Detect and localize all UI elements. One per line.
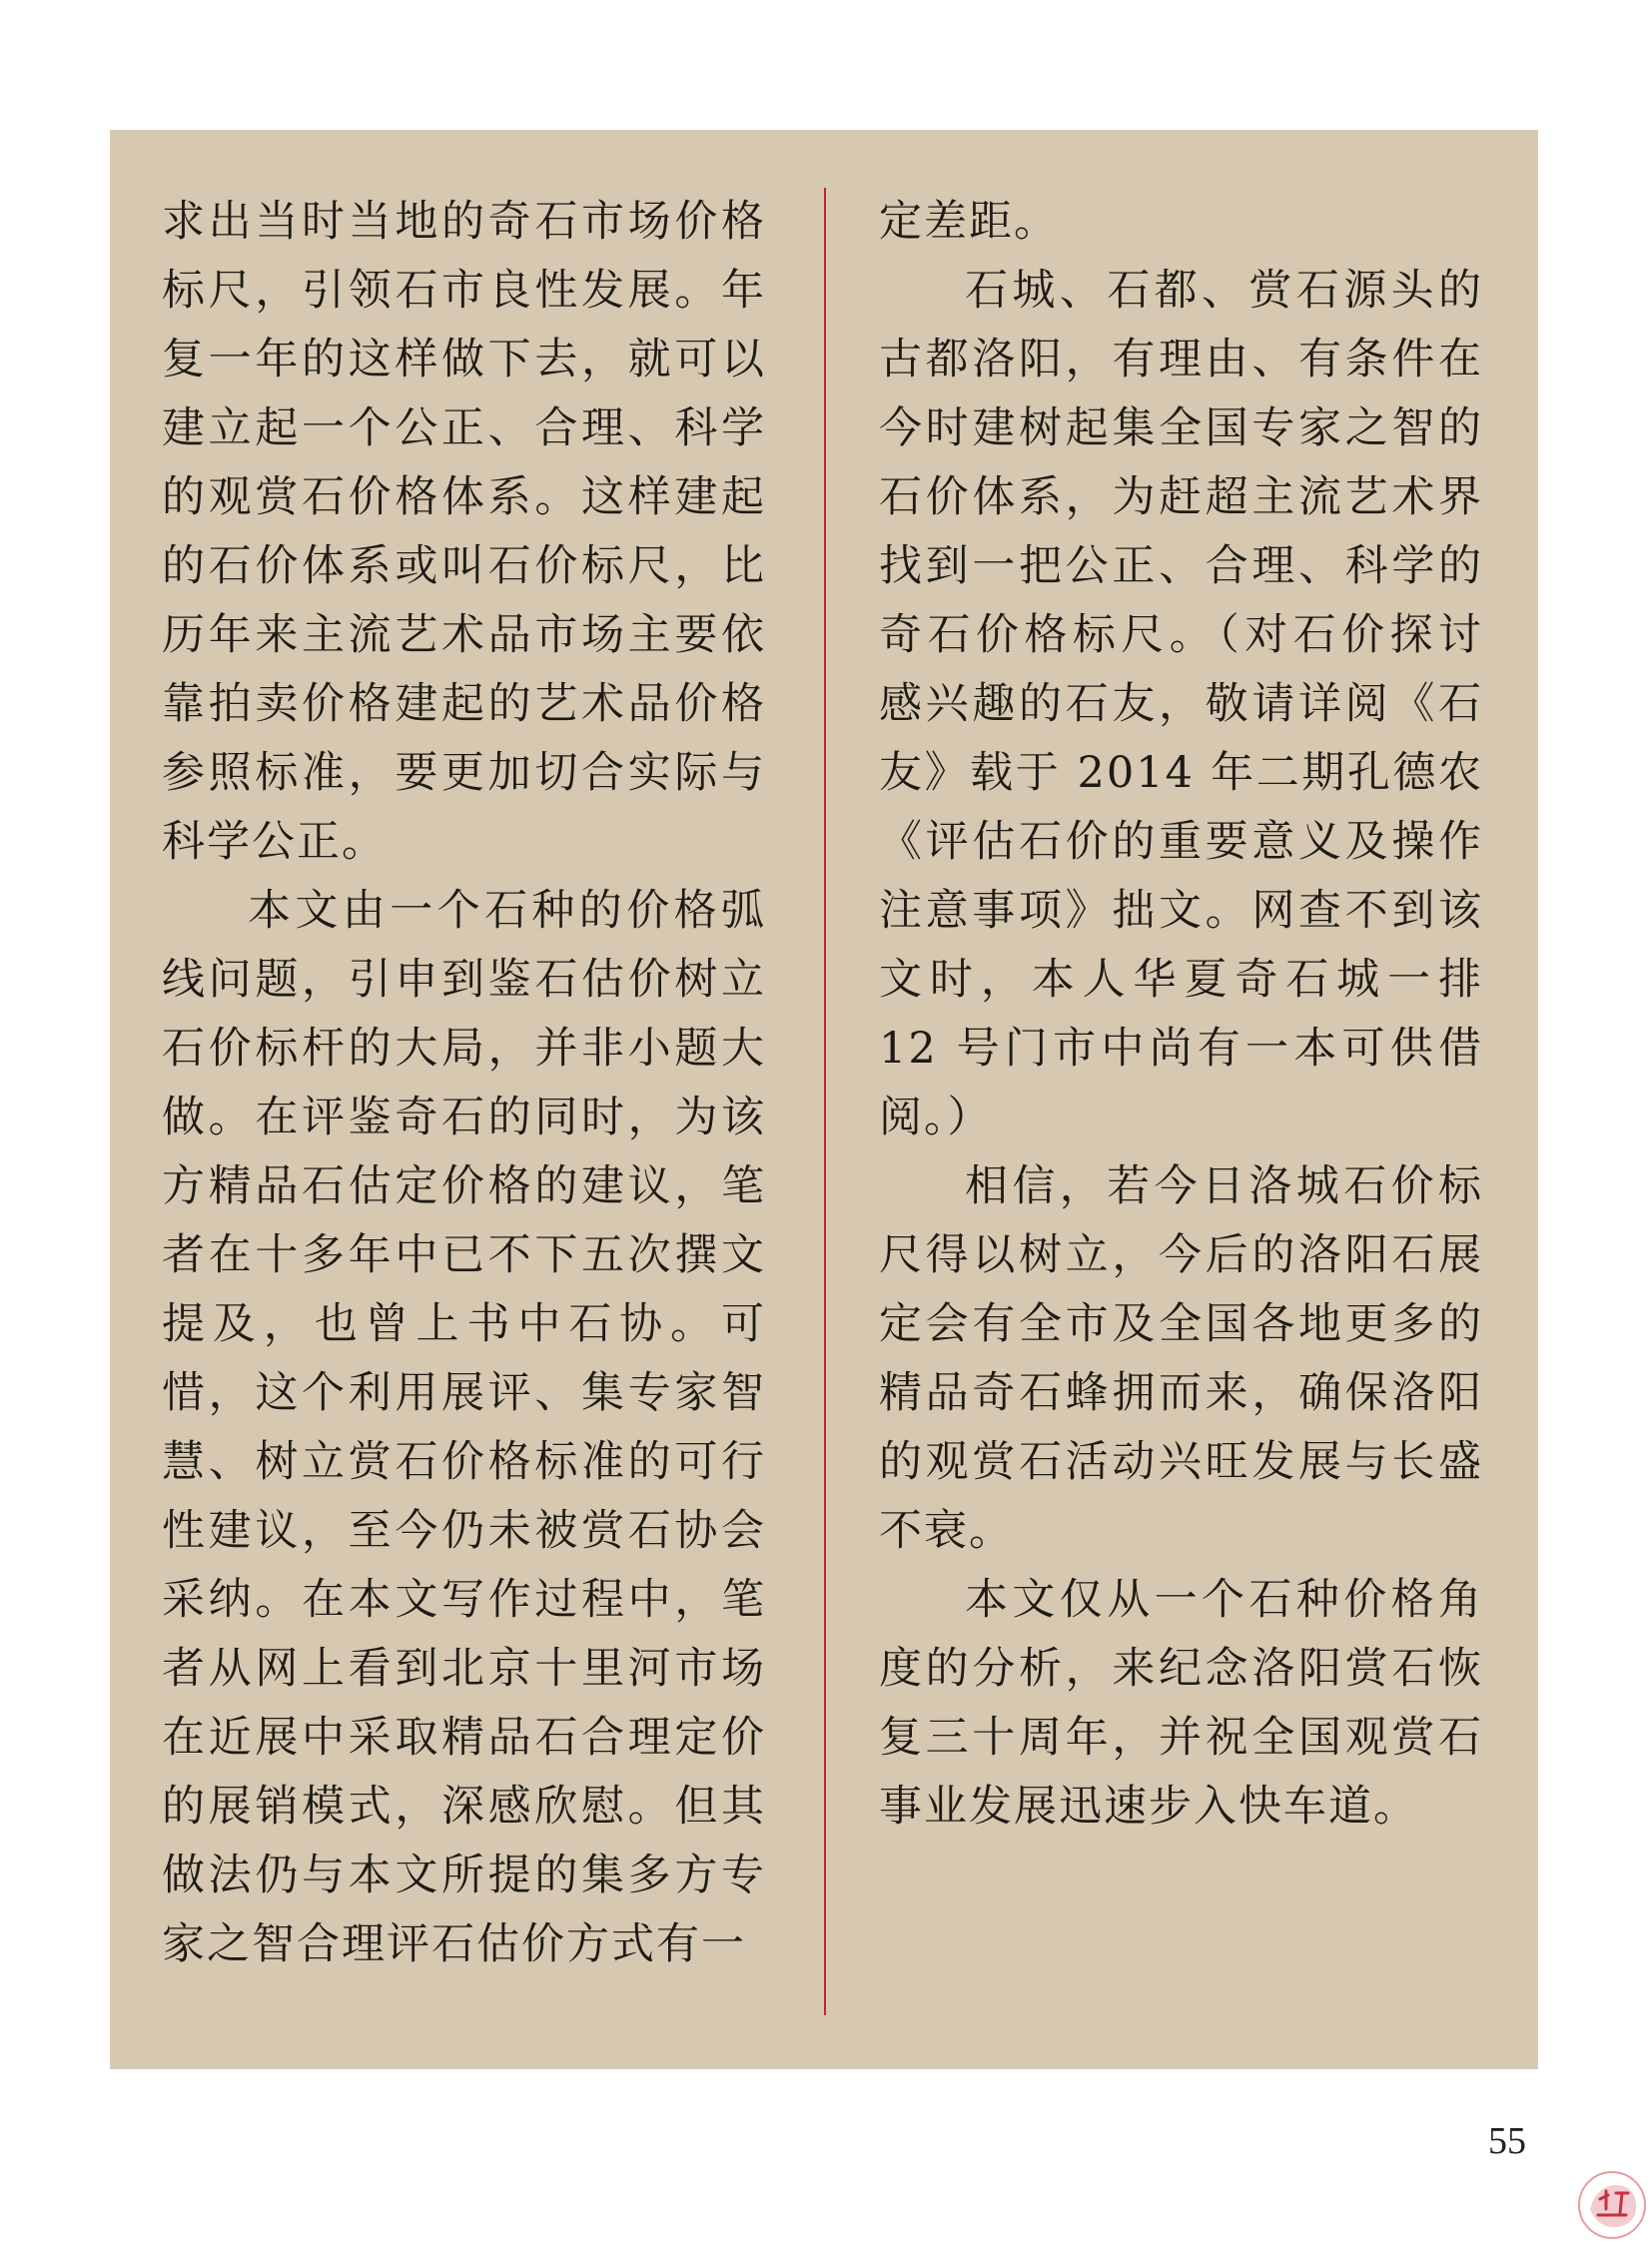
article-panel	[110, 130, 1538, 2069]
paragraph: 定差距。	[879, 197, 1059, 247]
left-column	[162, 188, 766, 1979]
right-column	[879, 188, 1483, 1842]
paragraph: 求出当时当地的奇石市场价格标尺，引领石市良性发展。年复一年的这样做下去，就可以建立起一个公正、合理、科学的观赏石价格体系。这样建起的石价体系或叫石价标尺，比历年来主流艺术品市场主要依靠拍卖价格建起的艺术品价格参照标准，要更加切合实际与科学公正。	[162, 197, 766, 867]
paragraph: 石城、石都、赏石源头的古都洛阳，有理由、有条件在今时建树起集全国专家之智的石价体系，为赶超主流艺术界找到一把公正、合理、科学的奇石价格标尺。（对石价探讨感兴趣的石友，敬请详阅《石友》载于 2014 年二期孔德农《评估石价的重要意义及操作注意事项》拙文。网查不到该文时，本人华夏奇石城一排 12 号门市中尚有一本可供借阅。）	[879, 266, 1483, 1142]
paragraph: 相信，若今日洛城石价标尺得以树立，今后的洛阳石展定会有全市及全国各地更多的精品奇石蜂拥而来，确保洛阳的观赏石活动兴旺发展与长盛不衰。	[879, 1161, 1483, 1556]
page-number: 55	[1488, 2120, 1526, 2162]
paragraph: 本文仅从一个石种价格角度的分析，来纪念洛阳赏石恢复三十周年，并祝全国观赏石事业发展迅速步入快车道。	[879, 1575, 1483, 1832]
column-divider	[824, 188, 826, 2015]
seal-logo-icon	[1576, 2169, 1648, 2241]
paragraph: 本文由一个石种的价格弧线问题，引申到鉴石估价树立石价标杆的大局，并非小题大做。在评鉴奇石的同时，为该方精品石估定价格的建议，笔者在十多年中已不下五次撰文提及，也曾上书中石协。可惜，这个利用展评、集专家智慧、树立赏石价格标准的可行性建议，至今仍未被赏石协会采纳。在本文写作过程中，笔者从网上看到北京十里河市场在近展中采取精品石合理定价的展销模式，深感欣慰。但其做法仍与本文所提的集多方专家之智合理评石估价方式有一	[162, 886, 766, 1969]
